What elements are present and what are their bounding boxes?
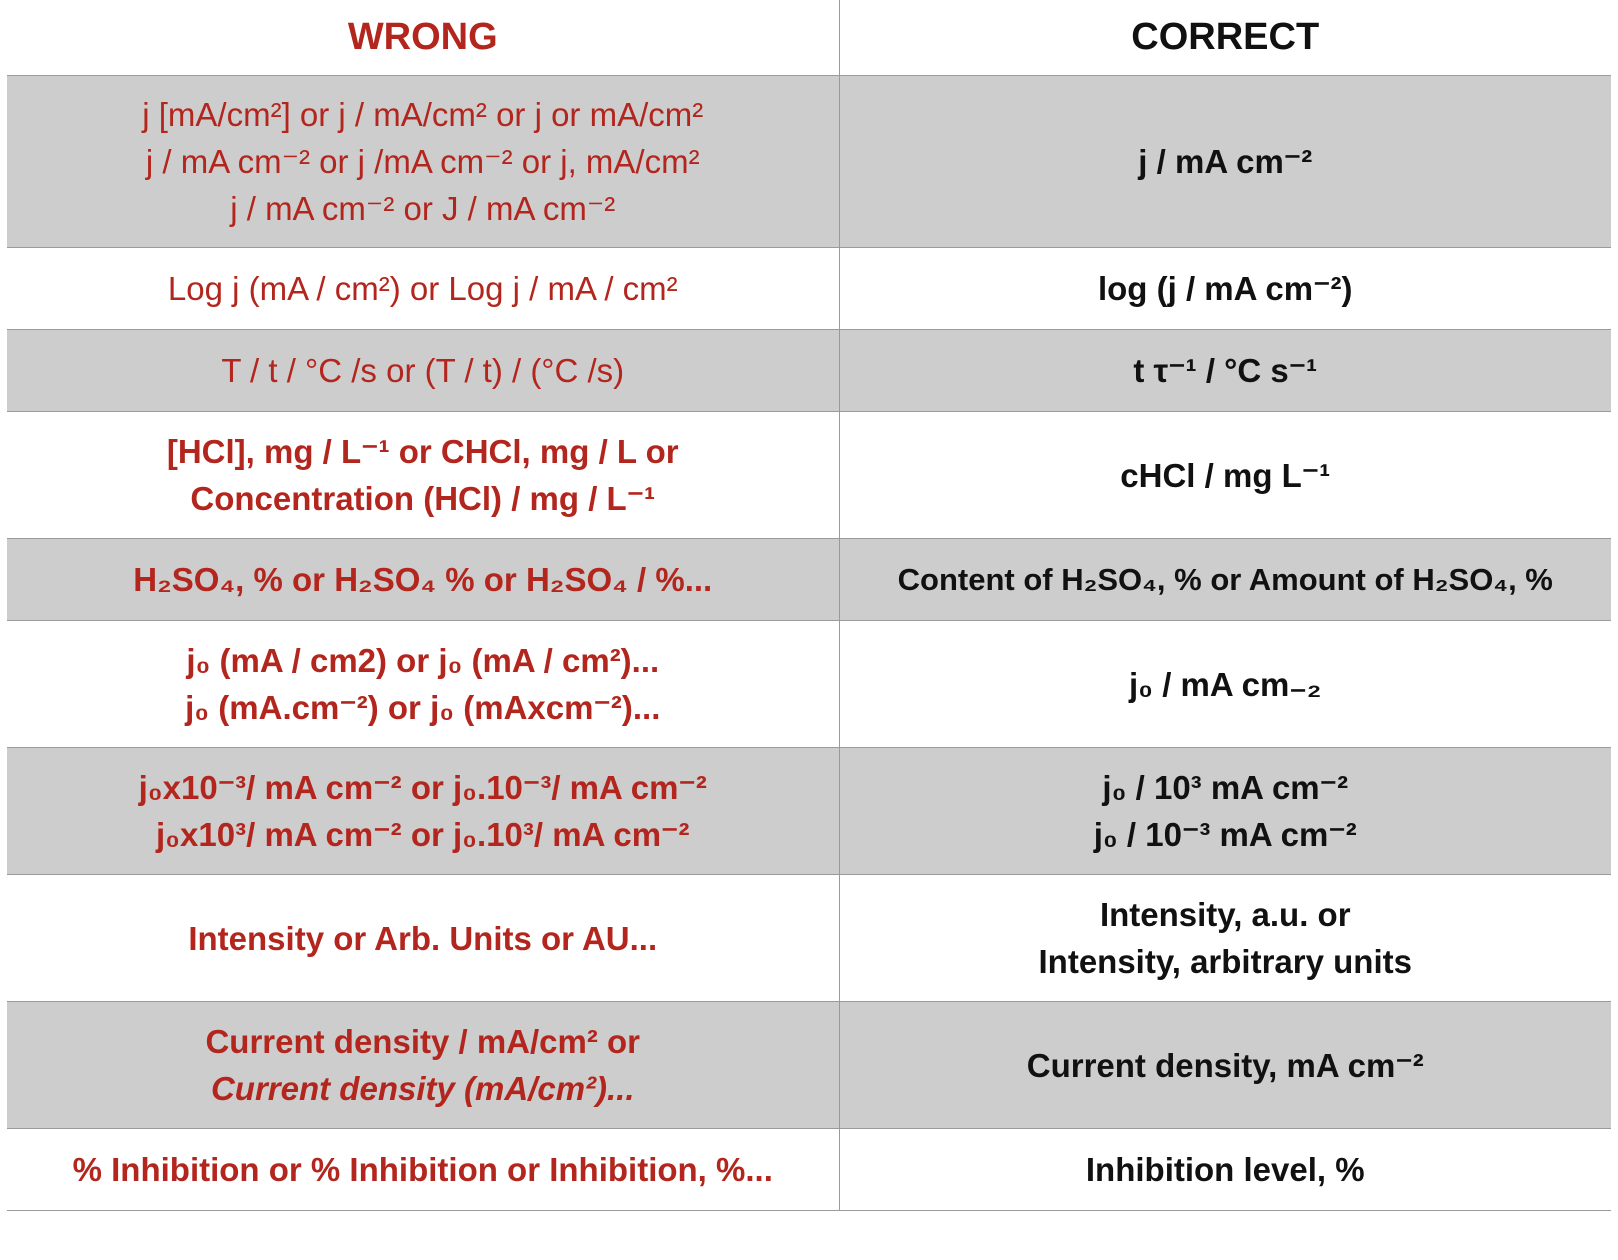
wrong-cell xyxy=(7,1002,839,1129)
table-row xyxy=(7,539,1611,621)
wrong-line: j / mA cm⁻² or J / mA cm⁻² xyxy=(230,190,616,227)
correct-cell xyxy=(839,748,1611,875)
wrong-cell xyxy=(7,621,839,748)
table-header-row xyxy=(7,0,1611,76)
wrong-line: j₀x10³/ mA cm⁻² or j₀.10³/ mA cm⁻² xyxy=(156,816,690,853)
wrong-line: T / t / °C /s or (T / t) / (°C /s) xyxy=(221,352,625,389)
wrong-cell xyxy=(7,248,839,330)
wrong-line: H₂SO₄, % or H₂SO₄ % or H₂SO₄ / %... xyxy=(133,561,713,598)
correct-line: j₀ / 10⁻³ mA cm⁻² xyxy=(1093,816,1357,853)
correct-line: Intensity, a.u. or xyxy=(1099,896,1351,933)
units-comparison-table xyxy=(7,0,1611,1211)
wrong-cell xyxy=(7,539,839,621)
correct-column-header: CORRECT xyxy=(839,0,1611,76)
wrong-cell xyxy=(7,1129,839,1211)
table-row xyxy=(7,76,1611,248)
wrong-cell xyxy=(7,330,839,412)
wrong-line: j₀ (mA / cm2) or j₀ (mA / cm²)... xyxy=(186,642,660,679)
correct-line: Current density, mA cm⁻² xyxy=(1026,1046,1424,1084)
correct-cell xyxy=(839,248,1611,330)
wrong-line: j₀x10⁻³/ mA cm⁻² or j₀.10⁻³/ mA cm⁻² xyxy=(138,769,707,806)
wrong-line: Log j (mA / cm²) or Log j / mA / cm² xyxy=(167,270,678,307)
correct-line: t τ⁻¹ / °C s⁻¹ xyxy=(1133,352,1318,389)
table-row xyxy=(7,875,1611,1002)
correct-line: Intensity, arbitrary units xyxy=(1038,943,1412,980)
correct-cell xyxy=(839,1002,1611,1129)
wrong-line: [HCl], mg / L⁻¹ or CHCl, mg / L or xyxy=(166,433,679,470)
correct-cell xyxy=(839,1129,1611,1211)
table-row xyxy=(7,330,1611,412)
wrong-cell xyxy=(7,76,839,248)
correct-line: j₀ / 10³ mA cm⁻² xyxy=(1102,769,1349,806)
table-row xyxy=(7,248,1611,330)
correct-cell xyxy=(839,76,1611,248)
wrong-line: j₀ (mA.cm⁻²) or j₀ (mAxcm⁻²)... xyxy=(185,689,661,726)
correct-cell xyxy=(839,330,1611,412)
correct-cell xyxy=(839,412,1611,539)
correct-cell xyxy=(839,875,1611,1002)
wrong-line: Intensity or Arb. Units or AU... xyxy=(188,919,658,957)
wrong-line: j [mA/cm²] or j / mA/cm² or j or mA/cm² xyxy=(142,96,704,133)
correct-line: j₀ / mA cm₋₂ xyxy=(1129,665,1322,703)
table-row xyxy=(7,621,1611,748)
wrong-cell xyxy=(7,875,839,1002)
correct-line: log (j / mA cm⁻²) xyxy=(1097,270,1353,307)
wrong-cell xyxy=(7,412,839,539)
wrong-column-header: WRONG xyxy=(7,0,839,76)
correct-line: Inhibition level, % xyxy=(1085,1151,1365,1188)
table-row xyxy=(7,1002,1611,1129)
correct-cell xyxy=(839,621,1611,748)
correct-line: Content of H₂SO₄, % or Amount of H₂SO₄, % xyxy=(897,562,1553,597)
table-row xyxy=(7,1129,1611,1211)
wrong-cell xyxy=(7,748,839,875)
correct-cell xyxy=(839,539,1611,621)
correct-line: j / mA cm⁻² xyxy=(1138,143,1313,180)
wrong-line: Current density / mA/cm² or xyxy=(205,1023,641,1060)
table-row xyxy=(7,412,1611,539)
table-row xyxy=(7,748,1611,875)
wrong-line: Current density (mA/cm²)... xyxy=(210,1070,635,1107)
wrong-line: % Inhibition or % Inhibition or Inhibition, %... xyxy=(72,1151,773,1188)
wrong-line: j / mA cm⁻² or j /mA cm⁻² or j, mA/cm² xyxy=(145,143,700,180)
correct-line: cHCl / mg L⁻¹ xyxy=(1120,456,1331,494)
wrong-line: Concentration (HCl) / mg / L⁻¹ xyxy=(190,480,656,517)
